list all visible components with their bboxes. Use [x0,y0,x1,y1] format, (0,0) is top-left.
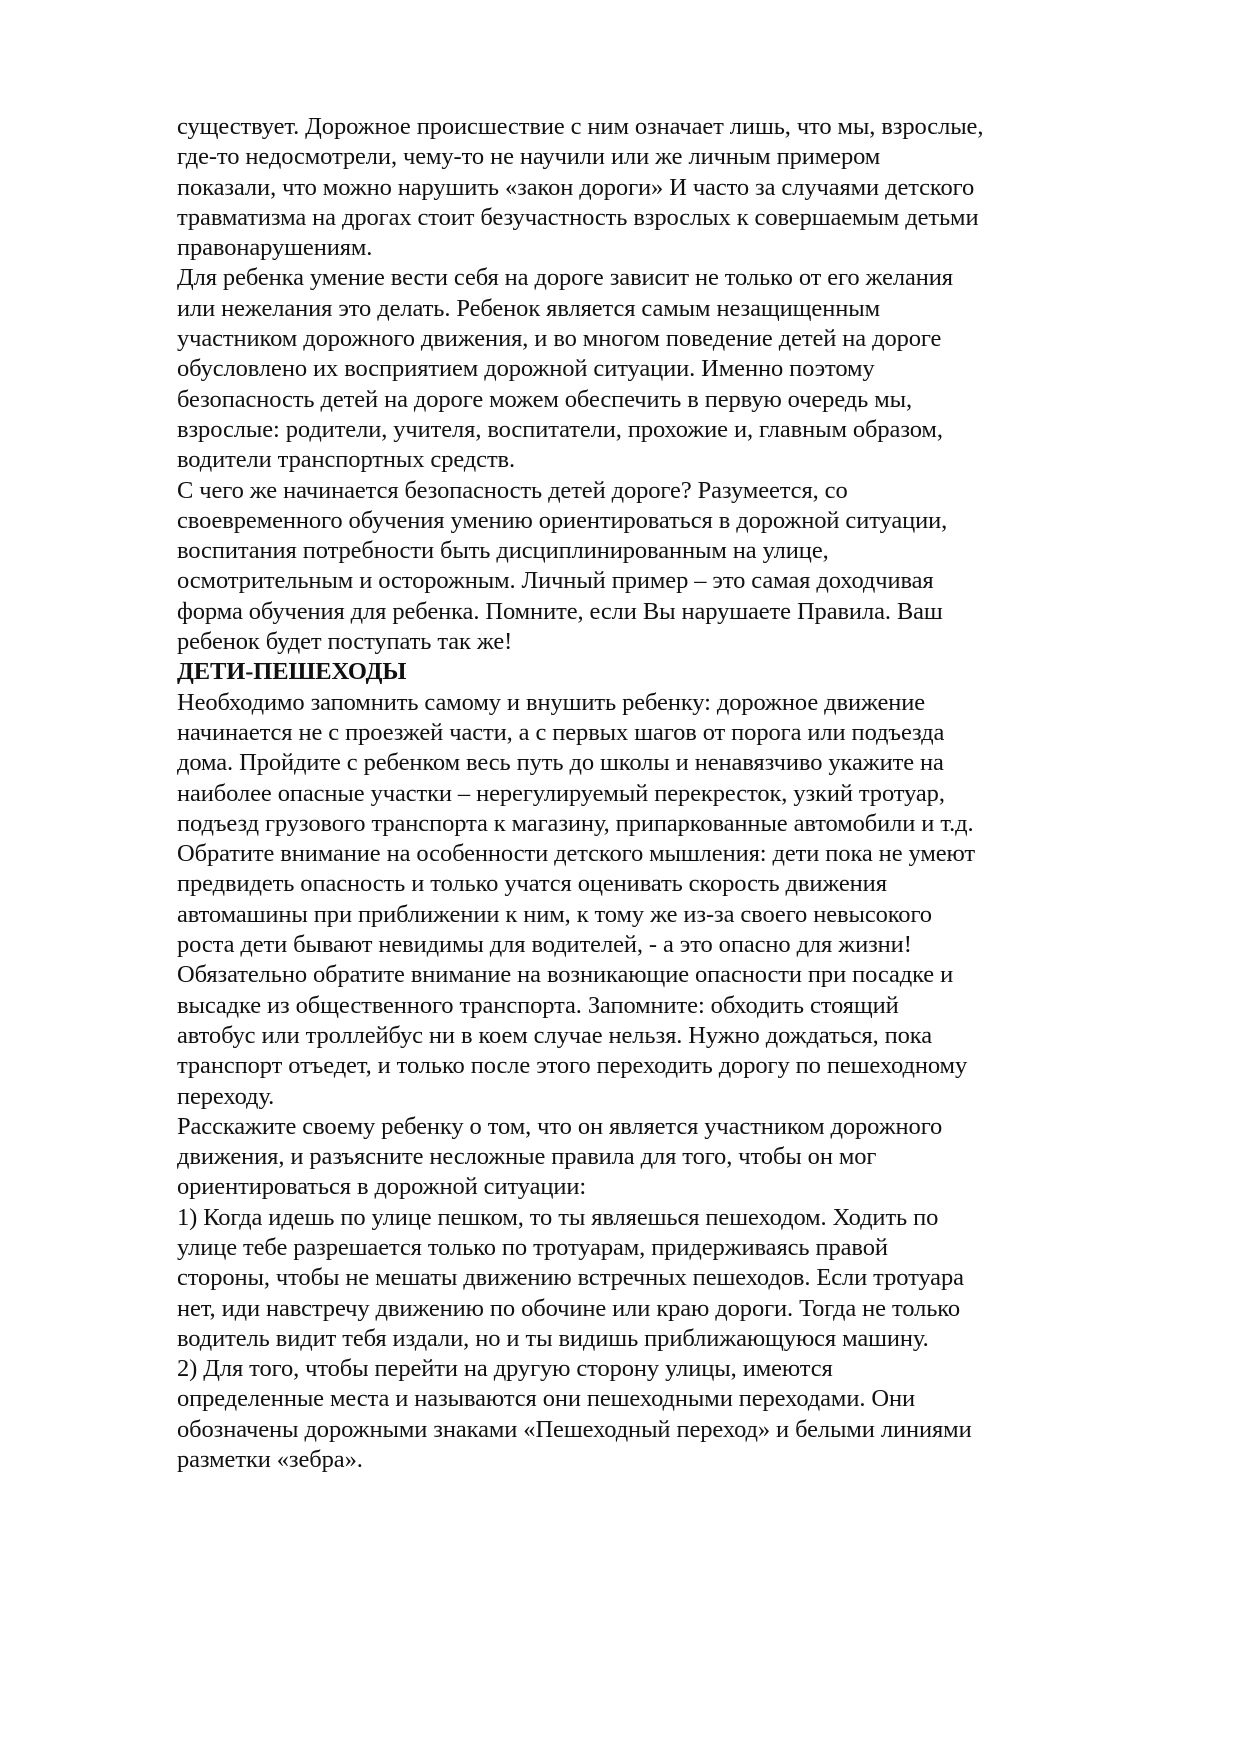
text-line: 1) Когда идешь по улице пешком, то ты являешься пешеходом. Ходить по [177,1203,939,1231]
text-line: переходу. [177,1082,275,1110]
text-line: осмотрительным и осторожным. Личный пример – это самая доходчивая [177,567,934,595]
text-line: предвидеть опасность и только учатся оценивать скорость движения [177,870,887,898]
text-line: Необходимо запомнить самому и внушить ребенку: дорожное движение [177,688,926,716]
text-line: автобус или троллейбус ни в коем случае нельзя. Нужно дождаться, пока [177,1021,933,1049]
text-line: дома. Пройдите с ребенком весь путь до школы и ненавязчиво укажите на [177,749,944,777]
text-line: стороны, чтобы не мешаты движению встречных пешеходов. Если тротуара [177,1264,964,1292]
text-line: роста дети бывают невидимы для водителей, - а это опасно для жизни! [177,931,912,959]
document-page [177,112,1187,1475]
text-line: ориентироваться в дорожной ситуации: [177,1173,587,1201]
text-line: воспитания потребности быть дисциплинированным на улице, [177,537,829,565]
text-line: существует. Дорожное происшествие с ним означает лишь, что мы, взрослые, [177,113,984,140]
text-line: форма обучения для ребенка. Помните, если Вы нарушаете Правила. Ваш [177,597,943,625]
text-line: безопасность детей на дороге можем обеспечить в первую очередь мы, [177,385,913,413]
text-line: С чего же начинается безопасность детей дороге? Разумеется, со [177,476,848,504]
text-line: автомашины при приближении к ним, к тому же из-за своего невысокого [177,900,932,928]
text-line: водители транспортных средств. [177,446,516,474]
text-line: высадке из общественного транспорта. Запомните: обходить стоящий [177,991,899,1019]
text-line: где-то недосмотрели, чему-то не научили или же личным примером [177,143,881,171]
text-line: подъезд грузового транспорта к магазину, припаркованные автомобили и т.д. [177,809,974,837]
text-line: или нежелания это делать. Ребенок является самым незащищенным [177,294,880,322]
text-line: 2) Для того, чтобы перейти на другую сторону улицы, имеются [177,1355,833,1383]
text-line: обусловлено их восприятием дорожной ситуации. Именно поэтому [177,355,875,383]
text-line: определенные места и называются они пешеходными переходами. Они [177,1385,915,1413]
text-line: Расскажите своему ребенку о том, что он является участником дорожного [177,1112,943,1140]
text-line: разметки «зебра». [177,1446,363,1474]
text-line: взрослые: родители, учителя, воспитатели, прохожие и, главным образом, [177,415,943,443]
text-line: ребенок будет поступать так же! [177,628,513,656]
text-line: участником дорожного движения, и во многом поведение детей на дороге [177,325,942,353]
text-line: показали, что можно нарушить «закон дороги» И часто за случаями детского [177,173,975,201]
section-heading: ДЕТИ-ПЕШЕХОДЫ [177,658,407,686]
text-line: Обязательно обратите внимание на возникающие опасности при посадке и [177,961,954,989]
text-line: Обратите внимание на особенности детского мышления: дети пока не умеют [177,840,975,868]
text-line: своевременного обучения умению ориентироваться в дорожной ситуации, [177,506,948,534]
text-line: обозначены дорожными знаками «Пешеходный переход» и белыми линиями [177,1415,972,1443]
text-line: травматизма на дрогах стоит безучастность взрослых к совершаемым детьми [177,203,979,231]
text-line: транспорт отъедет, и только после этого переходить дорогу по пешеходному [177,1052,968,1080]
text-line: правонарушениям. [177,234,373,262]
text-line: водитель видит тебя издали, но и ты видишь приближающуюся машину. [177,1324,929,1352]
text-line: нет, иди навстречу движению по обочине или краю дороги. Тогда не только [177,1294,961,1322]
text-line: Для ребенка умение вести себя на дороге зависит не только от его желания [177,264,953,292]
text-line: начинается не с проезжей части, а с первых шагов от порога или подъезда [177,718,945,746]
text-line: наиболее опасные участки – нерегулируемый перекресток, узкий тротуар, [177,779,945,807]
text-line: улице тебе разрешается только по тротуарам, придерживаясь правой [177,1233,888,1261]
text-line: движения, и разъясните несложные правила для того, чтобы он мог [177,1143,877,1171]
